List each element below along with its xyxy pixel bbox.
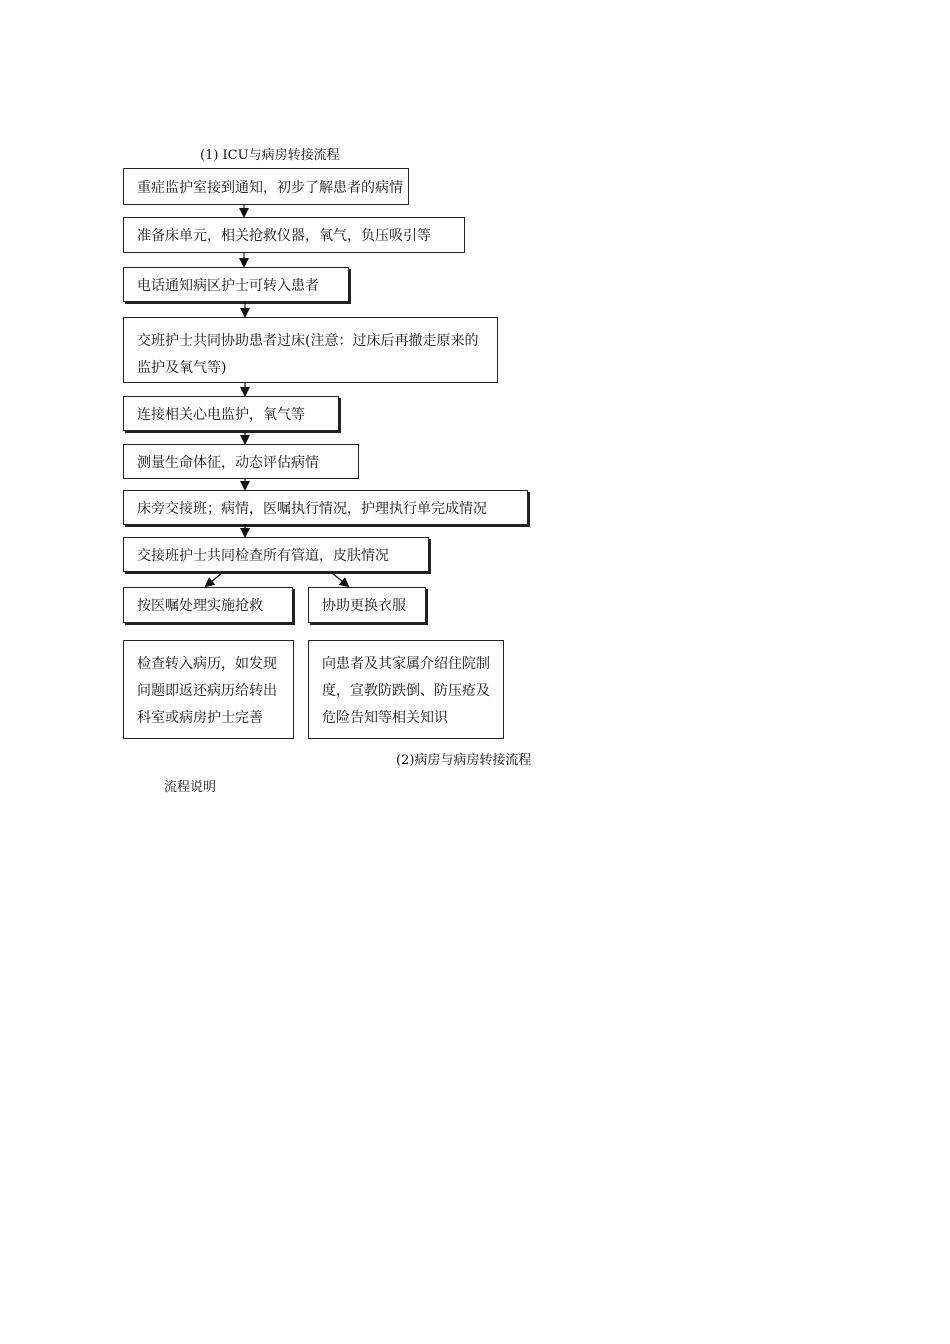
step-call-ward: 电话通知病区护士可转入患者 [123, 267, 349, 302]
step-check-records: 检查转入病历，如发现问题即返还病历给转出科室或病房护士完善 [123, 640, 294, 739]
step-admission-education: 向患者及其家属介绍住院制度，宣教防跌倒、防压疮及危险告知等相关知识 [308, 640, 504, 739]
arrow-right-branch [332, 573, 348, 586]
step-change-clothes: 协助更换衣服 [308, 587, 426, 623]
ward-transfer-title: (2)病房与病房转接流程 [396, 753, 532, 768]
step-rescue: 按医嘱处理实施抢救 [123, 587, 293, 623]
arrow-left-branch [206, 573, 222, 586]
step-check-tubes-skin: 交接班护士共同检查所有管道，皮肤情况 [123, 537, 429, 572]
step-vital-signs: 测量生命体征，动态评估病情 [123, 444, 359, 479]
step-prepare-bed: 准备床单元，相关抢救仪器，氧气，负压吸引等 [123, 217, 465, 253]
step-notify-icu: 重症监护室接到通知，初步了解患者的病情 [123, 168, 409, 205]
step-connect-monitor: 连接相关心电监护，氧气等 [123, 396, 339, 431]
flowchart-title: (1) ICU与病房转接流程 [200, 148, 340, 163]
step-transfer-bed: 交班护士共同协助患者过床(注意：过床后再撤走原来的监护及氧气等) [123, 317, 498, 383]
step-bedside-handover: 床旁交接班；病情，医嘱执行情况，护理执行单完成情况 [123, 490, 528, 525]
process-note-label: 流程说明 [164, 780, 217, 795]
